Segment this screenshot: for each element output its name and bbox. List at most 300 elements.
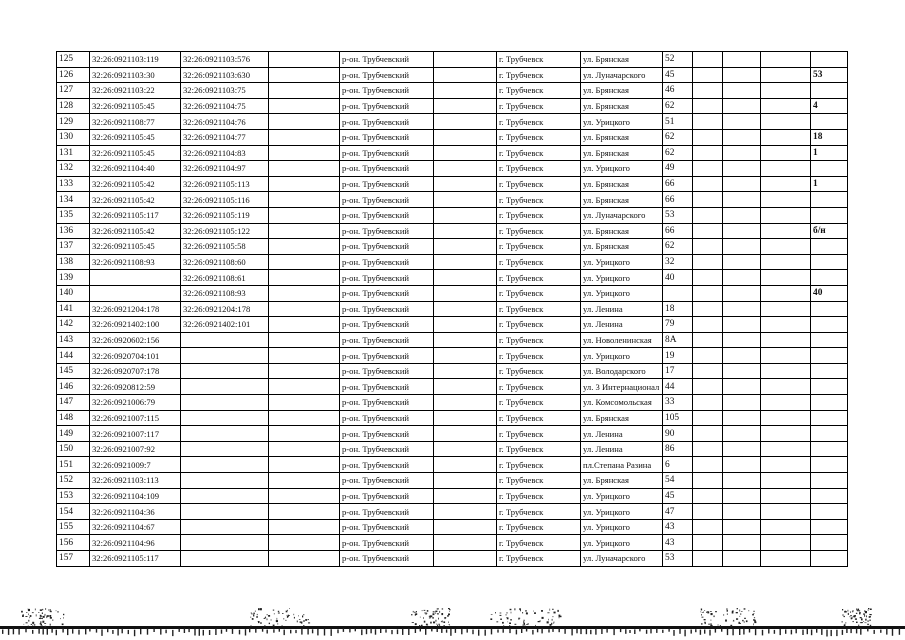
empty-cell (761, 161, 811, 177)
empty-cell (693, 285, 723, 301)
note-cell (811, 457, 848, 473)
empty-cell (723, 426, 761, 442)
empty-cell (761, 176, 811, 192)
empty-cell (434, 270, 497, 286)
empty-cell (693, 176, 723, 192)
district-cell: р-он. Трубчевский (340, 379, 434, 395)
row-number-cell: 129 (57, 114, 90, 130)
empty-cell (761, 488, 811, 504)
house-number-cell: 45 (663, 67, 693, 83)
town-cell: г. Трубчевск (497, 301, 581, 317)
empty-cell (269, 519, 340, 535)
district-cell: р-он. Трубчевский (340, 426, 434, 442)
table-row (57, 488, 848, 504)
empty-cell (269, 129, 340, 145)
district-cell: р-он. Трубчевский (340, 207, 434, 223)
street-cell: ул. Луначарского (581, 207, 663, 223)
empty-cell (434, 239, 497, 255)
table-body (57, 52, 848, 567)
empty-cell (693, 239, 723, 255)
cadastral-number-2-cell (181, 363, 269, 379)
empty-cell (761, 270, 811, 286)
cadastral-number-2-cell: 32:26:0921108:60 (181, 254, 269, 270)
street-cell: пл.Степана Разина (581, 457, 663, 473)
house-number-cell: 43 (663, 519, 693, 535)
house-number-cell (663, 285, 693, 301)
empty-cell (761, 254, 811, 270)
table-row (57, 67, 848, 83)
empty-cell (723, 285, 761, 301)
empty-cell (693, 83, 723, 99)
house-number-cell: 51 (663, 114, 693, 130)
cadastral-number-cell: 32:26:0921105:117 (90, 551, 181, 567)
cadastral-number-cell: 32:26:0921103:113 (90, 473, 181, 489)
note-cell (811, 207, 848, 223)
empty-cell (434, 379, 497, 395)
empty-cell (269, 301, 340, 317)
cadastral-number-2-cell (181, 504, 269, 520)
cadastral-number-2-cell: 32:26:0921105:113 (181, 176, 269, 192)
empty-cell (434, 348, 497, 364)
empty-cell (761, 301, 811, 317)
cadastral-number-2-cell (181, 457, 269, 473)
town-cell: г. Трубчевск (497, 52, 581, 68)
table-row (57, 535, 848, 551)
cadastral-number-cell: 32:26:0921007:115 (90, 410, 181, 426)
empty-cell (723, 457, 761, 473)
town-cell: г. Трубчевск (497, 332, 581, 348)
empty-cell (761, 83, 811, 99)
table-row (57, 379, 848, 395)
district-cell: р-он. Трубчевский (340, 348, 434, 364)
house-number-cell: 90 (663, 426, 693, 442)
row-number-cell: 127 (57, 83, 90, 99)
row-number-cell: 138 (57, 254, 90, 270)
note-cell (811, 441, 848, 457)
street-cell: ул. Брянская (581, 98, 663, 114)
empty-cell (269, 145, 340, 161)
district-cell: р-он. Трубчевский (340, 488, 434, 504)
town-cell: г. Трубчевск (497, 270, 581, 286)
empty-cell (434, 176, 497, 192)
cadastral-number-cell: 32:26:0921104:96 (90, 535, 181, 551)
street-cell: ул. Урицкого (581, 270, 663, 286)
empty-cell (269, 363, 340, 379)
table-row (57, 457, 848, 473)
district-cell: р-он. Трубчевский (340, 317, 434, 333)
empty-cell (693, 488, 723, 504)
row-number-cell: 147 (57, 395, 90, 411)
district-cell: р-он. Трубчевский (340, 254, 434, 270)
empty-cell (269, 285, 340, 301)
empty-cell (269, 504, 340, 520)
empty-cell (761, 457, 811, 473)
row-number-cell: 143 (57, 332, 90, 348)
empty-cell (761, 332, 811, 348)
town-cell: г. Трубчевск (497, 363, 581, 379)
cadastral-number-2-cell: 32:26:0921108:61 (181, 270, 269, 286)
row-number-cell: 131 (57, 145, 90, 161)
note-cell: 18 (811, 129, 848, 145)
district-cell: р-он. Трубчевский (340, 395, 434, 411)
empty-cell (723, 207, 761, 223)
cadastral-number-cell: 32:26:0920812:59 (90, 379, 181, 395)
district-cell: р-он. Трубчевский (340, 98, 434, 114)
table-row (57, 363, 848, 379)
empty-cell (693, 145, 723, 161)
empty-cell (693, 270, 723, 286)
empty-cell (269, 473, 340, 489)
note-cell (811, 519, 848, 535)
cadastral-number-cell: 32:26:0921103:22 (90, 83, 181, 99)
empty-cell (269, 488, 340, 504)
note-cell (811, 348, 848, 364)
note-cell: 40 (811, 285, 848, 301)
table-row (57, 301, 848, 317)
empty-cell (693, 192, 723, 208)
empty-cell (761, 535, 811, 551)
town-cell: г. Трубчевск (497, 551, 581, 567)
house-number-cell: 6 (663, 457, 693, 473)
house-number-cell: 33 (663, 395, 693, 411)
empty-cell (693, 67, 723, 83)
district-cell: р-он. Трубчевский (340, 535, 434, 551)
cadastral-number-cell: 32:26:0921104:109 (90, 488, 181, 504)
empty-cell (434, 83, 497, 99)
cadastral-number-2-cell: 32:26:0921402:101 (181, 317, 269, 333)
empty-cell (434, 426, 497, 442)
cadastral-number-2-cell (181, 488, 269, 504)
town-cell: г. Трубчевск (497, 285, 581, 301)
street-cell: ул. Брянская (581, 473, 663, 489)
empty-cell (434, 317, 497, 333)
row-number-cell: 148 (57, 410, 90, 426)
row-number-cell: 133 (57, 176, 90, 192)
street-cell: ул. Урицкого (581, 519, 663, 535)
empty-cell (693, 129, 723, 145)
cadastral-number-cell: 32:26:0920602:156 (90, 332, 181, 348)
street-cell: ул. Урицкого (581, 254, 663, 270)
street-cell: ул. Володарского (581, 363, 663, 379)
empty-cell (761, 426, 811, 442)
district-cell: р-он. Трубчевский (340, 270, 434, 286)
empty-cell (434, 129, 497, 145)
empty-cell (434, 52, 497, 68)
note-cell (811, 52, 848, 68)
row-number-cell: 152 (57, 473, 90, 489)
house-number-cell: 32 (663, 254, 693, 270)
street-cell: ул. Ленина (581, 301, 663, 317)
house-number-cell: 66 (663, 223, 693, 239)
house-number-cell: 62 (663, 145, 693, 161)
cadastral-number-cell: 32:26:0920707:178 (90, 363, 181, 379)
note-cell (811, 254, 848, 270)
empty-cell (723, 363, 761, 379)
district-cell: р-он. Трубчевский (340, 457, 434, 473)
cadastral-number-2-cell (181, 395, 269, 411)
empty-cell (693, 114, 723, 130)
street-cell: ул. Новоленинская (581, 332, 663, 348)
empty-cell (761, 145, 811, 161)
district-cell: р-он. Трубчевский (340, 145, 434, 161)
empty-cell (693, 457, 723, 473)
empty-cell (693, 535, 723, 551)
table-row (57, 270, 848, 286)
town-cell: г. Трубчевск (497, 207, 581, 223)
empty-cell (269, 192, 340, 208)
street-cell: ул. Урицкого (581, 348, 663, 364)
town-cell: г. Трубчевск (497, 98, 581, 114)
empty-cell (693, 223, 723, 239)
empty-cell (269, 395, 340, 411)
empty-cell (269, 441, 340, 457)
row-number-cell: 135 (57, 207, 90, 223)
table-row (57, 441, 848, 457)
note-cell (811, 488, 848, 504)
street-cell: ул. Урицкого (581, 285, 663, 301)
empty-cell (723, 551, 761, 567)
empty-cell (693, 395, 723, 411)
cadastral-number-cell: 32:26:0921105:45 (90, 98, 181, 114)
note-cell (811, 395, 848, 411)
cadastral-number-2-cell (181, 426, 269, 442)
note-cell (811, 473, 848, 489)
empty-cell (723, 519, 761, 535)
cadastral-number-2-cell: 32:26:0921204:178 (181, 301, 269, 317)
cadastral-number-cell (90, 285, 181, 301)
empty-cell (761, 239, 811, 255)
town-cell: г. Трубчевск (497, 488, 581, 504)
empty-cell (761, 473, 811, 489)
street-cell: ул. Брянская (581, 239, 663, 255)
empty-cell (693, 426, 723, 442)
cadastral-number-cell: 32:26:0921103:119 (90, 52, 181, 68)
note-cell: 1 (811, 176, 848, 192)
street-cell: ул. Брянская (581, 192, 663, 208)
house-number-cell: 62 (663, 129, 693, 145)
town-cell: г. Трубчевск (497, 379, 581, 395)
cadastral-number-2-cell: 32:26:0921105:116 (181, 192, 269, 208)
row-number-cell: 134 (57, 192, 90, 208)
empty-cell (723, 488, 761, 504)
street-cell: ул. Урицкого (581, 114, 663, 130)
empty-cell (761, 410, 811, 426)
empty-cell (434, 207, 497, 223)
cadastral-number-cell: 32:26:0921103:30 (90, 67, 181, 83)
empty-cell (761, 348, 811, 364)
house-number-cell: 40 (663, 270, 693, 286)
town-cell: г. Трубчевск (497, 426, 581, 442)
town-cell: г. Трубчевск (497, 441, 581, 457)
cadastral-number-cell: 32:26:0921105:45 (90, 129, 181, 145)
empty-cell (723, 129, 761, 145)
house-number-cell: 44 (663, 379, 693, 395)
table-row (57, 519, 848, 535)
cadastral-number-cell: 32:26:0921105:42 (90, 223, 181, 239)
cadastral-number-2-cell (181, 441, 269, 457)
note-cell (811, 239, 848, 255)
town-cell: г. Трубчевск (497, 410, 581, 426)
street-cell: ул. Брянская (581, 145, 663, 161)
table-row (57, 317, 848, 333)
empty-cell (693, 207, 723, 223)
note-cell (811, 192, 848, 208)
empty-cell (434, 519, 497, 535)
table-row (57, 223, 848, 239)
empty-cell (434, 161, 497, 177)
note-cell (811, 363, 848, 379)
empty-cell (693, 301, 723, 317)
empty-cell (693, 363, 723, 379)
cadastral-number-cell: 32:26:0921105:42 (90, 192, 181, 208)
empty-cell (761, 114, 811, 130)
cadastral-number-cell: 32:26:0921006:79 (90, 395, 181, 411)
note-cell: б/н (811, 223, 848, 239)
town-cell: г. Трубчевск (497, 223, 581, 239)
district-cell: р-он. Трубчевский (340, 52, 434, 68)
empty-cell (434, 410, 497, 426)
document-sheet (56, 51, 848, 567)
district-cell: р-он. Трубчевский (340, 129, 434, 145)
empty-cell (269, 223, 340, 239)
town-cell: г. Трубчевск (497, 535, 581, 551)
empty-cell (269, 332, 340, 348)
empty-cell (434, 192, 497, 208)
town-cell: г. Трубчевск (497, 114, 581, 130)
empty-cell (693, 504, 723, 520)
cadastral-number-2-cell: 32:26:0921104:83 (181, 145, 269, 161)
house-number-cell: 62 (663, 239, 693, 255)
row-number-cell: 154 (57, 504, 90, 520)
empty-cell (269, 457, 340, 473)
empty-cell (723, 317, 761, 333)
district-cell: р-он. Трубчевский (340, 332, 434, 348)
street-cell: ул. 3 Интернационал (581, 379, 663, 395)
empty-cell (434, 457, 497, 473)
table-row (57, 207, 848, 223)
row-number-cell: 139 (57, 270, 90, 286)
empty-cell (693, 332, 723, 348)
empty-cell (434, 285, 497, 301)
empty-cell (269, 239, 340, 255)
cadastral-number-2-cell (181, 551, 269, 567)
street-cell: ул. Брянская (581, 410, 663, 426)
note-cell (811, 317, 848, 333)
empty-cell (269, 67, 340, 83)
empty-cell (269, 207, 340, 223)
empty-cell (761, 223, 811, 239)
town-cell: г. Трубчевск (497, 129, 581, 145)
street-cell: ул. Брянская (581, 223, 663, 239)
cadastral-number-cell: 32:26:0921105:45 (90, 145, 181, 161)
cadastral-number-2-cell: 32:26:0921108:93 (181, 285, 269, 301)
empty-cell (434, 223, 497, 239)
empty-cell (434, 473, 497, 489)
empty-cell (723, 254, 761, 270)
note-cell: 1 (811, 145, 848, 161)
cadastral-number-cell: 32:26:0921108:77 (90, 114, 181, 130)
cadastral-number-2-cell: 32:26:0921105:122 (181, 223, 269, 239)
empty-cell (269, 83, 340, 99)
empty-cell (269, 270, 340, 286)
table-row (57, 83, 848, 99)
table-row (57, 332, 848, 348)
street-cell: ул. Урицкого (581, 535, 663, 551)
house-number-cell: 45 (663, 488, 693, 504)
empty-cell (434, 254, 497, 270)
empty-cell (693, 379, 723, 395)
empty-cell (269, 52, 340, 68)
empty-cell (761, 129, 811, 145)
note-cell (811, 410, 848, 426)
empty-cell (723, 473, 761, 489)
empty-cell (761, 379, 811, 395)
empty-cell (761, 67, 811, 83)
empty-cell (269, 176, 340, 192)
cadastral-number-cell: 32:26:0921105:45 (90, 239, 181, 255)
town-cell: г. Трубчевск (497, 67, 581, 83)
empty-cell (269, 114, 340, 130)
cadastral-number-2-cell: 32:26:0921105:58 (181, 239, 269, 255)
empty-cell (723, 176, 761, 192)
cadastral-number-2-cell (181, 348, 269, 364)
district-cell: р-он. Трубчевский (340, 504, 434, 520)
table-row (57, 98, 848, 114)
note-cell: 53 (811, 67, 848, 83)
table-row (57, 348, 848, 364)
district-cell: р-он. Трубчевский (340, 301, 434, 317)
district-cell: р-он. Трубчевский (340, 519, 434, 535)
empty-cell (434, 395, 497, 411)
empty-cell (434, 301, 497, 317)
empty-cell (723, 161, 761, 177)
empty-cell (693, 441, 723, 457)
row-number-cell: 125 (57, 52, 90, 68)
district-cell: р-он. Трубчевский (340, 410, 434, 426)
district-cell: р-он. Трубчевский (340, 161, 434, 177)
town-cell: г. Трубчевск (497, 83, 581, 99)
row-number-cell: 141 (57, 301, 90, 317)
empty-cell (723, 239, 761, 255)
town-cell: г. Трубчевск (497, 239, 581, 255)
cadastral-number-cell (90, 270, 181, 286)
empty-cell (761, 395, 811, 411)
town-cell: г. Трубчевск (497, 317, 581, 333)
empty-cell (761, 504, 811, 520)
row-number-cell: 140 (57, 285, 90, 301)
house-number-cell: 46 (663, 83, 693, 99)
cadastral-number-2-cell (181, 473, 269, 489)
empty-cell (693, 410, 723, 426)
cadastral-number-cell: 32:26:0920704:101 (90, 348, 181, 364)
empty-cell (269, 348, 340, 364)
empty-cell (723, 52, 761, 68)
empty-cell (434, 441, 497, 457)
note-cell (811, 504, 848, 520)
empty-cell (269, 161, 340, 177)
street-cell: ул. Луначарского (581, 67, 663, 83)
street-cell: ул. Ленина (581, 317, 663, 333)
register-table (56, 51, 848, 567)
empty-cell (761, 192, 811, 208)
empty-cell (723, 270, 761, 286)
empty-cell (723, 83, 761, 99)
cadastral-number-cell: 32:26:0921009:7 (90, 457, 181, 473)
empty-cell (723, 441, 761, 457)
empty-cell (693, 348, 723, 364)
district-cell: р-он. Трубчевский (340, 67, 434, 83)
town-cell: г. Трубчевск (497, 473, 581, 489)
